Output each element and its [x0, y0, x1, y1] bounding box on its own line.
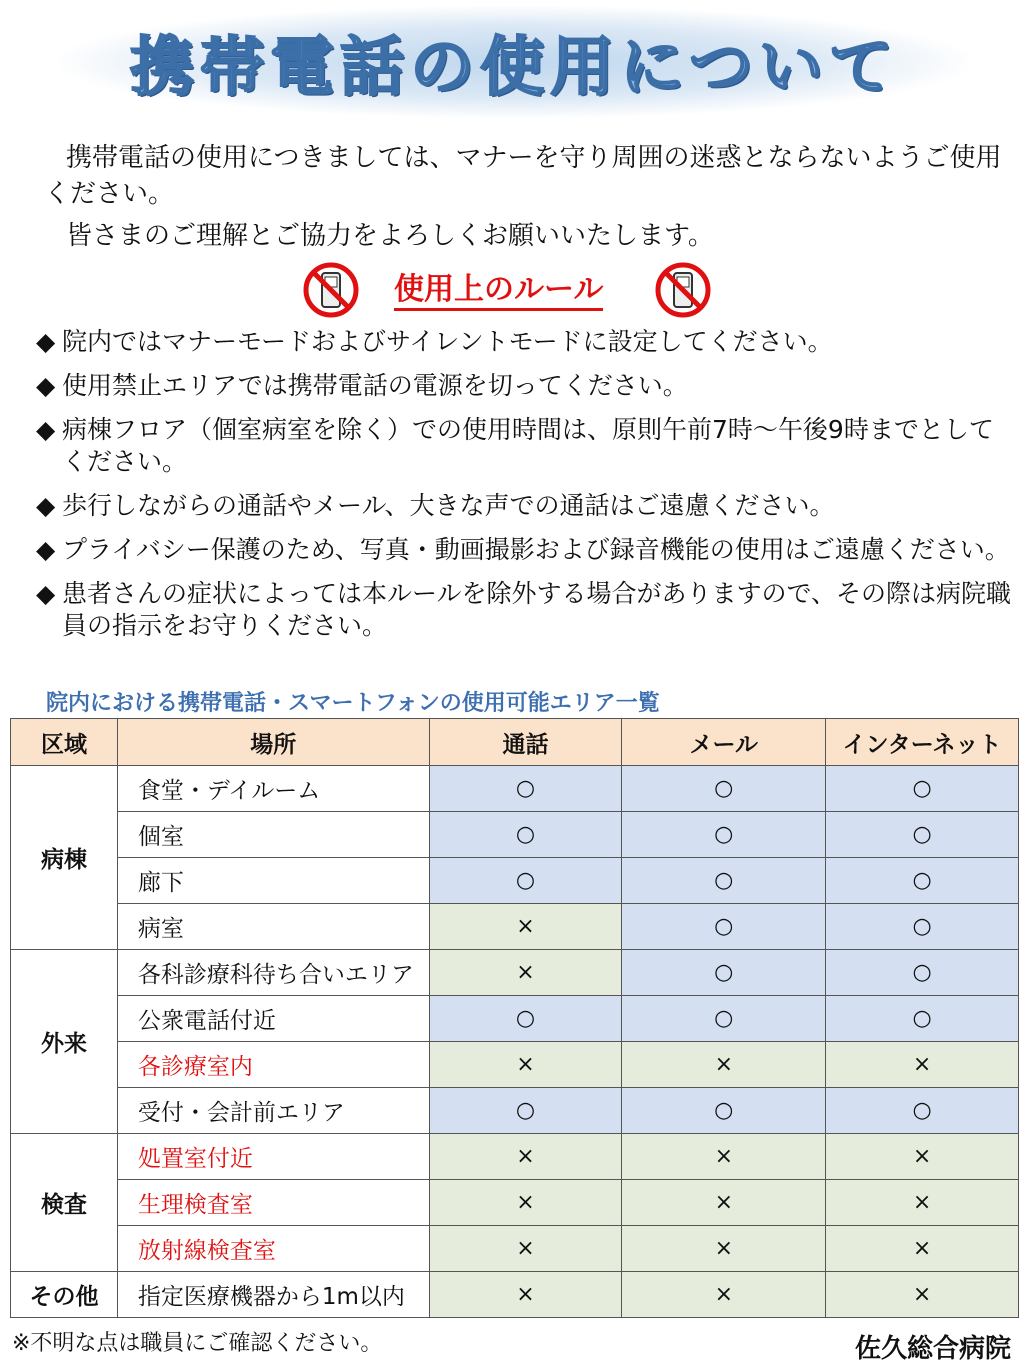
call-availability-cell: ○ — [429, 996, 622, 1042]
table-caption: 院内における携帯電話・スマートフォンの使用可能エリア一覧 — [46, 691, 660, 716]
internet-availability-cell: × — [826, 1226, 1019, 1272]
diamond-bullet-icon: ◆ — [36, 579, 56, 608]
table-row — [11, 766, 1019, 812]
diamond-bullet-icon: ◆ — [36, 535, 56, 564]
table-row — [11, 1134, 1019, 1180]
zone-cell: 検査 — [11, 1134, 118, 1272]
place-cell: 生理検査室 — [117, 1180, 429, 1226]
mail-availability-cell: × — [622, 1272, 826, 1318]
title-banner — [60, 6, 969, 118]
call-availability-cell: × — [429, 1134, 622, 1180]
mail-availability-cell: ○ — [622, 996, 826, 1042]
diamond-bullet-icon: ◆ — [36, 491, 56, 520]
table-header-row — [11, 719, 1019, 766]
internet-availability-cell: × — [826, 1042, 1019, 1088]
header-internet: インターネット — [826, 719, 1019, 766]
internet-availability-cell: ○ — [826, 812, 1019, 858]
hospital-name: 佐久総合病院 — [854, 1334, 1011, 1364]
table-row — [11, 904, 1019, 950]
place-cell: 廊下 — [117, 858, 429, 904]
call-availability-cell: ○ — [429, 812, 622, 858]
rules-list — [36, 326, 1011, 654]
call-availability-cell: × — [429, 1272, 622, 1318]
internet-availability-cell: ○ — [826, 858, 1019, 904]
internet-availability-cell: ○ — [826, 996, 1019, 1042]
internet-availability-cell: × — [826, 1272, 1019, 1318]
table-row — [11, 1226, 1019, 1272]
place-cell: 病室 — [117, 904, 429, 950]
header-mail: メール — [622, 719, 826, 766]
rule-item — [36, 370, 1011, 402]
rule-item — [36, 490, 1011, 522]
intro-paragraph-1: 携帯電話の使用につきましては、マナーを守り周囲の迷惑とならないようご使用ください。 — [44, 143, 1002, 209]
table-row — [11, 1088, 1019, 1134]
internet-availability-cell: ○ — [826, 766, 1019, 812]
call-availability-cell: × — [429, 1180, 622, 1226]
intro-paragraph-2: 皆さまのご理解とご協力をよろしくお願いいたします。 — [66, 221, 714, 251]
page-title: 携帯電話の使用について — [130, 31, 899, 105]
place-cell: 公衆電話付近 — [117, 996, 429, 1042]
header-zone: 区域 — [11, 719, 118, 766]
zone-cell: その他 — [11, 1272, 118, 1318]
rule-item — [36, 326, 1011, 358]
zone-cell: 外来 — [11, 950, 118, 1134]
rule-text: プライバシー保護のため、写真・動画撮影および録音機能の使用はご遠慮ください。 — [62, 535, 1010, 564]
rule-text: 使用禁止エリアでは携帯電話の電源を切ってください。 — [62, 371, 688, 400]
table-row — [11, 812, 1019, 858]
place-cell: 指定医療機器から1m以内 — [117, 1272, 429, 1318]
call-availability-cell: ○ — [429, 1088, 622, 1134]
table-row — [11, 1042, 1019, 1088]
mail-availability-cell: × — [622, 1180, 826, 1226]
place-cell: 各科診療科待ち合いエリア — [117, 950, 429, 996]
internet-availability-cell: ○ — [826, 950, 1019, 996]
diamond-bullet-icon: ◆ — [36, 415, 56, 444]
place-cell: 食堂・デイルーム — [117, 766, 429, 812]
diamond-bullet-icon: ◆ — [36, 371, 56, 400]
place-cell: 個室 — [117, 812, 429, 858]
mail-availability-cell: × — [622, 1226, 826, 1272]
table-row — [11, 858, 1019, 904]
rule-item — [36, 534, 1011, 566]
internet-availability-cell: × — [826, 1180, 1019, 1226]
place-cell: 処置室付近 — [117, 1134, 429, 1180]
internet-availability-cell: × — [826, 1134, 1019, 1180]
mail-availability-cell: × — [622, 1134, 826, 1180]
mail-availability-cell: ○ — [622, 1088, 826, 1134]
rule-text: 病棟フロア（個室病室を除く）での使用時間は、原則午前7時～午後9時までとしてください。 — [62, 415, 994, 476]
table-row — [11, 1272, 1019, 1318]
internet-availability-cell: ○ — [826, 904, 1019, 950]
mail-availability-cell: × — [622, 1042, 826, 1088]
mail-availability-cell: ○ — [622, 812, 826, 858]
rule-text: 歩行しながらの通話やメール、大きな声での通話はご遠慮ください。 — [62, 491, 835, 520]
mail-availability-cell: ○ — [622, 904, 826, 950]
rule-item — [36, 414, 1011, 478]
rule-text: 院内ではマナーモードおよびサイレントモードに設定してください。 — [62, 327, 833, 356]
place-cell: 各診療室内 — [117, 1042, 429, 1088]
table-row — [11, 996, 1019, 1042]
mail-availability-cell: ○ — [622, 766, 826, 812]
table-row — [11, 1180, 1019, 1226]
zone-cell: 病棟 — [11, 766, 118, 950]
call-availability-cell: ○ — [429, 858, 622, 904]
place-cell: 放射線検査室 — [117, 1226, 429, 1272]
internet-availability-cell: ○ — [826, 1088, 1019, 1134]
table-row — [11, 950, 1019, 996]
call-availability-cell: × — [429, 950, 622, 996]
diamond-bullet-icon: ◆ — [36, 327, 56, 356]
mail-availability-cell: ○ — [622, 950, 826, 996]
header-place: 場所 — [117, 719, 429, 766]
footnote: ※不明な点は職員にご確認ください。 — [12, 1331, 383, 1356]
header-call: 通話 — [429, 719, 622, 766]
call-availability-cell: × — [429, 1042, 622, 1088]
call-availability-cell: × — [429, 904, 622, 950]
rule-text: 患者さんの症状によっては本ルールを除外する場合がありますので、その際は病院職員の指示をお守りください。 — [62, 579, 1012, 640]
rule-item — [36, 578, 1011, 642]
call-availability-cell: ○ — [429, 766, 622, 812]
no-mobile-phone-icon — [303, 262, 359, 318]
no-mobile-phone-icon — [655, 262, 711, 318]
place-cell: 受付・会計前エリア — [117, 1088, 429, 1134]
usage-area-table — [10, 718, 1019, 1318]
rules-title: 使用上のルール — [394, 272, 603, 311]
call-availability-cell: × — [429, 1226, 622, 1272]
mail-availability-cell: ○ — [622, 858, 826, 904]
